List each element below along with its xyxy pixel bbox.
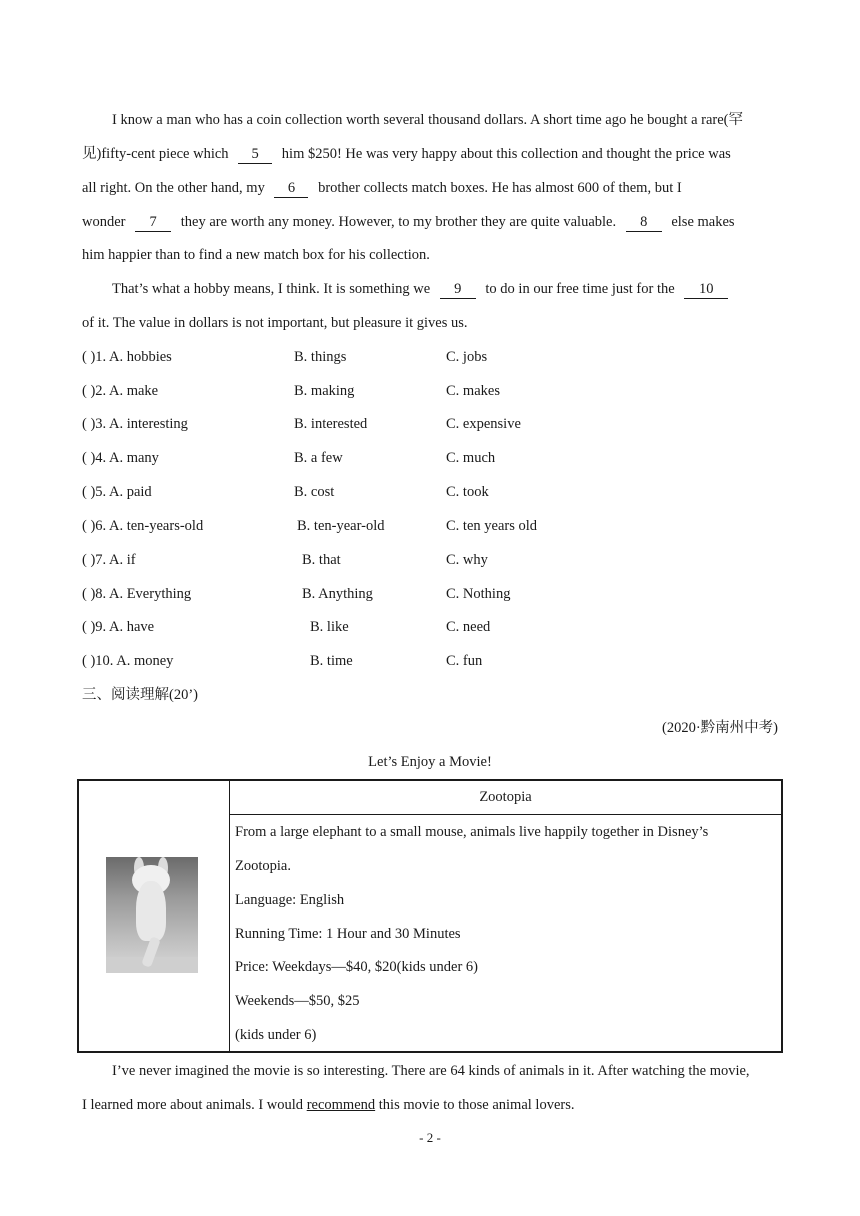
source-note: (2020·黔南州中考) <box>662 720 778 736</box>
blank-6: 6 <box>274 180 308 198</box>
blank-8: 8 <box>626 214 662 232</box>
question-option-b: B. ten-year-old <box>297 518 385 534</box>
underlined-word: recommend <box>306 1097 376 1113</box>
passage-line-7: of it. The value in dollars is not important, but pleasure it gives us. <box>82 315 468 331</box>
passage-line-3: all right. On the other hand, my 6 brother collects match boxes. He has almost 600 of them, but I <box>82 180 682 196</box>
passage-title: Let’s Enjoy a Movie! <box>368 754 492 770</box>
question-option-a: ( )7. A. if <box>82 552 136 568</box>
question-option-a: ( )5. A. paid <box>82 484 152 500</box>
question-option-c: C. Nothing <box>446 586 511 602</box>
review-line-2: I learned more about animals. I would recommend this movie to those animal lovers. <box>82 1097 575 1113</box>
blank-7: 7 <box>135 214 171 232</box>
section-heading: 三、阅读理解(20’) <box>82 687 198 703</box>
question-option-a: ( )2. A. make <box>82 383 159 399</box>
question-option-a: ( )4. A. many <box>82 450 159 466</box>
movie-language: Language: English <box>235 892 345 908</box>
question-option-c: C. much <box>446 450 496 466</box>
movie-name: Zootopia <box>479 788 532 805</box>
question-option-b: B. like <box>310 619 349 635</box>
question-option-a: ( )6. A. ten-years-old <box>82 518 204 534</box>
movie-price-kids: (kids under 6) <box>235 1027 317 1043</box>
question-option-c: C. expensive <box>446 416 521 432</box>
passage-line-1: I know a man who has a coin collection worth several thousand dollars. A short time ago he bought a rare(罕 <box>112 112 743 128</box>
question-option-c: C. need <box>446 619 491 635</box>
question-option-c: C. took <box>446 484 489 500</box>
question-option-b: B. making <box>294 383 355 399</box>
movie-desc-2: Zootopia. <box>235 858 291 874</box>
movie-name-cell <box>230 780 783 814</box>
passage-line-5: him happier than to find a new match box for his collection. <box>82 247 430 263</box>
blank-10: 10 <box>684 281 728 299</box>
question-option-b: B. interested <box>294 416 368 432</box>
question-option-a: ( )8. A. Everything <box>82 586 192 602</box>
question-option-b: B. time <box>310 653 353 669</box>
question-option-b: B. cost <box>294 484 335 500</box>
question-option-b: B. that <box>302 552 341 568</box>
question-option-c: C. makes <box>446 383 500 399</box>
movie-running-time: Running Time: 1 Hour and 30 Minutes <box>235 926 461 942</box>
question-option-c: C. jobs <box>446 349 488 365</box>
question-option-b: B. things <box>294 349 347 365</box>
movie-price-weekends: Weekends—$50, $25 <box>235 993 360 1009</box>
question-option-c: C. why <box>446 552 488 568</box>
question-option-a: ( )1. A. hobbies <box>82 349 172 365</box>
passage-line-2: 见)fifty-cent piece which 5 him $250! He was very happy about this collection and thought the price was <box>82 146 731 162</box>
blank-9: 9 <box>440 281 476 299</box>
question-option-c: C. ten years old <box>446 518 538 534</box>
passage-line-6: That’s what a hobby means, I think. It is something we 9 to do in our free time just for the 10 <box>112 279 734 299</box>
question-option-a: ( )10. A. money <box>82 653 174 669</box>
passage-line-4: wonder 7 they are worth any money. However, to my brother they are quite valuable. 8 else makes <box>82 214 735 230</box>
question-option-a: ( )9. A. have <box>82 619 155 635</box>
blank-5: 5 <box>238 146 272 164</box>
review-line-1: I’ve never imagined the movie is so interesting. There are 64 kinds of animals in it. After watching the movie, <box>112 1063 750 1079</box>
question-option-b: B. Anything <box>302 586 373 602</box>
page-number: - 2 - <box>419 1130 441 1145</box>
movie-price-weekdays: Price: Weekdays—$40, $20(kids under 6) <box>235 959 479 975</box>
movie-desc-1: From a large elephant to a small mouse, animals live happily together in Disney’s <box>235 824 709 840</box>
zootopia-rabbit-image <box>106 857 198 973</box>
question-option-c: C. fun <box>446 653 483 669</box>
question-option-a: ( )3. A. interesting <box>82 416 188 432</box>
question-option-b: B. a few <box>294 450 343 466</box>
